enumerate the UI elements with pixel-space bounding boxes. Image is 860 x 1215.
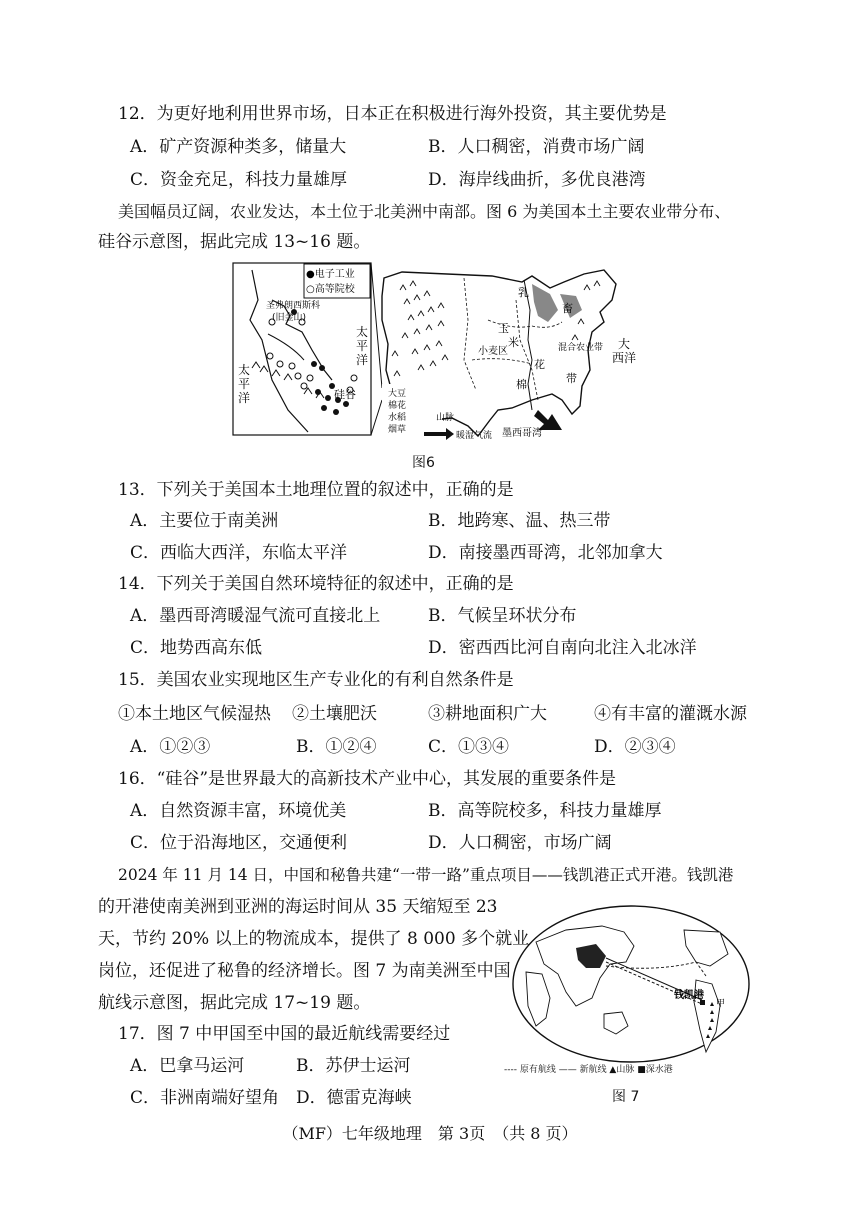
label-atlantic-1: 大 <box>618 337 631 351</box>
q15-option-d: D．②③④ <box>594 737 676 757</box>
q15-item-2: ②土壤肥沃 <box>292 704 377 724</box>
page-footer: （MF）七年级地理 第 3页 （共 8 页） <box>282 1124 578 1143</box>
figure-7-map <box>506 902 756 1082</box>
inset-label-ocean-2: 平 <box>238 377 251 391</box>
q12-option-d: D．海岸线曲折，多优良港湾 <box>428 170 646 190</box>
label-cotton-1: 棉 <box>516 378 527 391</box>
intro2-line1: 2024 年 11 月 14 日，中国和秘鲁共建“一带一路”重点项目——钱凯港正式开港。钱凯港 <box>118 866 734 884</box>
q14-stem: 14．下列关于美国自然环境特征的叙述中，正确的是 <box>118 574 514 594</box>
label-gulf: 墨西哥湾 <box>502 428 542 439</box>
q14-option-b: B．气候呈环状分布 <box>428 606 577 626</box>
inset-legend-university: ○高等院校 <box>306 284 355 295</box>
q12-option-c: C．资金充足，科技力量雄厚 <box>130 170 348 190</box>
q15-option-a: A．①②③ <box>130 737 211 757</box>
label-cotton-3: 带 <box>566 372 577 385</box>
q16-option-c: C．位于沿海地区，交通便利 <box>130 833 348 853</box>
label-mixed: 混合农业带 <box>558 343 604 353</box>
label-dairy-1: 乳 <box>518 286 529 299</box>
q13-option-d: D．南接墨西哥湾，北邻加拿大 <box>428 543 663 563</box>
figure-7-caption: 图 7 <box>612 1089 640 1105</box>
figure-7-legend: ---- 原有航线 —— 新航线 ▲山脉 ■深水港 <box>504 1065 673 1075</box>
q17-option-c: C．非洲南端好望角 <box>130 1088 280 1108</box>
q14-option-c: C．地势西高东低 <box>130 638 263 658</box>
q16-option-b: B．高等院校多，科技力量雄厚 <box>428 801 662 821</box>
inset-label-sf: 圣弗朗西斯科 <box>266 301 321 311</box>
q15-option-c: C．①③④ <box>428 737 510 757</box>
figure-6-caption: 图6 <box>412 455 435 471</box>
legend-cotton: 棉花 <box>388 401 407 411</box>
intro2-line5: 航线示意图，据此完成 17~19 题。 <box>98 993 371 1013</box>
label-corn-1: 玉 <box>498 322 509 335</box>
q14-option-d: D．密西西比河自南向北注入北冰洋 <box>428 638 697 658</box>
q17-stem: 17．图 7 中甲国至中国的最近航线需要经过 <box>118 1024 451 1044</box>
q13-option-b: B．地跨寒、温、热三带 <box>428 511 611 531</box>
q17-option-a: A．巴拿马运河 <box>130 1056 245 1076</box>
label-wheat: 小麦区 <box>478 346 508 357</box>
fig7-port-label: 钱凯港 <box>674 990 704 1001</box>
intro2-line4: 岗位，还促进了秘鲁的经济增长。图 7 为南美洲至中国 <box>98 961 511 981</box>
q15-item-3: ③耕地面积广大 <box>428 704 547 724</box>
intro2-line3: 天，节约 20% 以上的物流成本，提供了 8 000 多个就业 <box>98 929 530 949</box>
q17-option-d: D．德雷克海峡 <box>296 1088 412 1108</box>
q15-item-4: ④有丰富的灌溉水源 <box>594 704 747 724</box>
q16-stem: 16．“硅谷”是世界最大的高新技术产业中心，其发展的重要条件是 <box>118 769 617 789</box>
q17-option-b: B．苏伊士运河 <box>296 1056 411 1076</box>
label-pacific-1: 太 <box>356 325 369 339</box>
legend-tobacco: 烟草 <box>388 425 407 435</box>
inset-label-ocean-1: 太 <box>238 363 251 377</box>
q12-stem: 12．为更好地利用世界市场，日本正在积极进行海外投资，其主要优势是 <box>118 104 667 124</box>
intro1-line2: 硅谷示意图，据此完成 13~16 题。 <box>98 232 371 252</box>
q13-option-c: C．西临大西洋，东临太平洋 <box>130 543 348 563</box>
q12-option-a: A．矿产资源种类多，储量大 <box>130 137 347 157</box>
legend-soybean: 大豆 <box>388 389 407 399</box>
q16-option-d: D．人口稠密，市场广阔 <box>428 833 612 853</box>
intro1-line1: 美国幅员辽阔，农业发达，本土位于北美洲中南部。图 6 为美国本土主要农业带分布、 <box>118 202 731 221</box>
inset-label-sf2: (旧金山) <box>272 313 307 323</box>
q13-option-a: A．主要位于南美洲 <box>130 511 279 531</box>
inset-legend-electronics: ●电子工业 <box>306 269 355 280</box>
q16-option-a: A．自然资源丰富，环境优美 <box>130 801 347 821</box>
legend-mountain: 山脉 <box>436 413 455 423</box>
legend-warm-current: 暖湿气流 <box>456 431 493 441</box>
label-pacific-3: 洋 <box>356 353 369 367</box>
inset-label-silicon-valley: 硅谷 <box>334 388 356 401</box>
figure-6-map <box>232 260 637 441</box>
label-cotton-2: 花 <box>534 358 545 371</box>
label-atlantic-2: 西洋 <box>612 351 637 365</box>
q13-stem: 13．下列关于美国本土地理位置的叙述中，正确的是 <box>118 480 514 500</box>
label-dairy-2: 畜 <box>562 302 573 315</box>
fig7-jia-label: 甲 <box>716 999 726 1009</box>
intro2-line2: 的开港使南美洲到亚洲的海运时间从 35 天缩短至 23 <box>98 897 498 917</box>
q15-item-1: ①本土地区气候湿热 <box>118 704 271 724</box>
label-pacific-2: 平 <box>356 339 369 353</box>
inset-label-ocean-3: 洋 <box>238 391 251 405</box>
q15-option-b: B．①②④ <box>296 737 377 757</box>
q15-stem: 15．美国农业实现地区生产专业化的有利自然条件是 <box>118 670 514 690</box>
label-corn-2: 米 <box>508 336 519 349</box>
legend-rice: 水稻 <box>388 413 407 423</box>
q12-option-b: B．人口稠密，消费市场广阔 <box>428 137 645 157</box>
q14-option-a: A．墨西哥湾暖湿气流可直接北上 <box>130 606 381 626</box>
